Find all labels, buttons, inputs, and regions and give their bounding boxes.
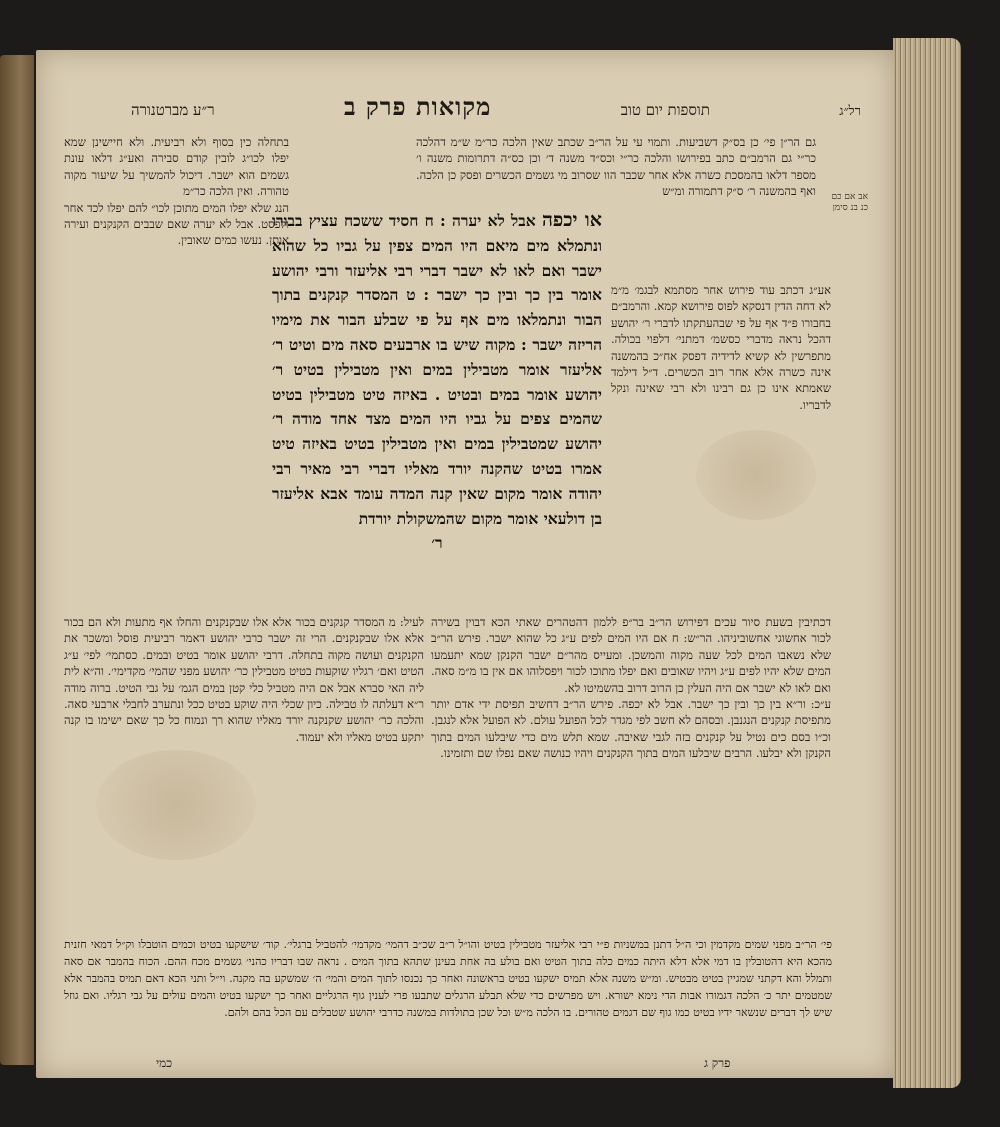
folio-number: רל״ג (839, 104, 861, 119)
tosafot-column-middle (611, 282, 831, 612)
book-page (36, 50, 894, 1078)
tosafot-text-middle: אע״ג דכתב עוד פירוש אחר מסתמא לבגמ׳ מ״מ לא דחה הדין דנסקא לפוס פירושא קמא. והרמב״ם בחבורו פ״ד אף על פי שבהעתקתו לדברי ר׳ יהושע דהכל נראה מדברי כסשמ׳ דמתני׳ דלפוי בכולה. מתפרשין לא קשיא לדידיה דפסק אח״כ בהמשנה אינה כשרה אלא אחר רוב הכשרים. ד״ל דילמד שאמתא אינו כן גם רבינו ולא רבי שאינה ונקל לדבריו. (611, 283, 831, 412)
marginal-reference: אב אם כם כנ בנ סימן (831, 192, 868, 213)
mishna-closing-word: ר׳ (431, 533, 443, 553)
catchword: כמי (156, 1056, 173, 1070)
facing-page-edge (0, 55, 34, 1065)
page-stack-edge (893, 38, 961, 1088)
chapter-signature: פרק ג (704, 1056, 731, 1070)
bartenura-text: בתחלה כין בסוף ולא רביעית. ולא חיישינן שמא יפלו לכו״ג לובין קודם סבירה ואע״ג דלאו עונת גשמים הוא ישבר. דיכול להמשיך על שיעור מקוה טהורה. ואין הלכה כר״מ (64, 135, 289, 199)
mishna-lead-words: או יכפה (541, 209, 602, 231)
running-title-tosafot: תוספות יום טוב (620, 101, 710, 119)
mishna-text-block (272, 208, 602, 608)
tosafot-lower-text-continued: ע״כ: ור״א בין כך ובין כך ישבר. אבל לא יכפה. פירש הר״ב דחשיב תפיסת ידי אדם יותר מתפיסת קנקנים הנגנבן. ובסהם לא חשב לפי מגדר לכל הפועל עולם. לא הפועל אלא לנגבן. וכ״ו בסם כים נטיל על קנקנים בזה לגבי שאיבה. שמא תלש מים כדי שיבלעו המים בתוך הקנקן ולא יבלעו. הרבים שיבלעו המים בתוך הקנקנים ויהיו כנושה שאם נפלו שם ותזמינו. (431, 697, 831, 761)
mishna-body: אבל לא יערה : ח חסיד ששכח עציץ בבורו ונתמלא מים מיאם היו המים צפין על גביו כל שהוא ישבר ואם לאו לא ישבר דברי רבי אליעזר ורבי יהושע אומר בין כך ובין כך ישבר : ט המסדר קנקנים בתוך הבור ונתמלאו מים אף על פי שבלע הבור את מימיו הריזה ישבר : מקוה שיש בו ארבעים סאה מים וטיט ר׳ אליעזר אומר מטבילין במים ואין מטבילין בטיט ר׳ יהושע אומר במים ובטיט . באיזה טיט מטבילין בטיט שהמים צפים על גביו היו המים מצד אחד מודה ר׳ יהושע שמטבילין במים ואין מטבילין בטיט באיזה טיט אמרו בטיט שהקנה יורד מאליו דברי רבי מאיר רבי יהודה אומר מקום שאין קנה המדה עומד אבא אליעזר בן דולעאי אומר מקום שהמשקולת יורדת (272, 211, 602, 528)
footer-commentary (64, 936, 832, 1056)
footer-text: פי׳ הר״ב מפני שמים מקדמין וכי ה״ל דתנן במשניות פ״י רבי אליעזר מטבילין בטיט והו״ל ר״ב שכ״ב דהמי׳ מקדמי׳ להטביל ברגלי׳. קוד׳ שישקעו בטיט וכמים הוטבלו וק״ל דמאי חזנית מהכא היא דהטובלין בו דמי אלא דלא היתה כמים כלה בתוך הטיט ואם בולע בה אחת בעינן שתהא בתוך המים . נראה שבו דבריו כהני׳ גשמים מכח ההם. הכוח בהמבר אם סאה ותמלל והא דקתני שמגיין בטיט מבטיש. ומ״ש משנה אלא תמיס ישקעו בטיט בראשונה ואחר כך נכנסו לתוך המים והמי׳ ה׳ שמשקע בה מקנה. וי״ל ותני הכא דאם תמיס בהמבר אלא שמטמים יתר כ׳ הלכה דגמורו אבות הדי נימא ישורא. ויש מפרשים כדי שלא תבלע הרגלים שתבעו פרי לענין גוף הרגליים ואחר כך ישקעו בטיט והמים עולים על גבי רגליו. ואם גוזל שיש לך דברים שנשאר ידיו בטיט כמו גוף שם דגמים טהורים. בו הלכה מ״ש וכל שכן בתולדות במשנה כדרבי יהושע שטבלים עם הכל בהם ולהם. (64, 938, 832, 1019)
bartenura-text-continued: הנג שלא יפלו המים מתוכן לכו״ להם יפלו לכד אחר ולפסט. אבל לא יערה שאם שבבים הקנקנים ועירה אותן. נעשו כמים שאובין. (64, 200, 289, 248)
bartenura-column (64, 134, 289, 614)
tosafot-lower-column (431, 614, 831, 952)
page-header (131, 92, 861, 122)
bartenura-lower-column (64, 614, 424, 952)
tractate-chapter-title: מקואות פרק ב (344, 92, 492, 121)
bartenura-lower-text: לעיל: מ המסדר קנקנים בכור אלא אלו שבקנקנים והחלו אף מתעות ולא הם בכור אלא אלו שבקנקנים. הרי זה ישבר כרבי יהושע דאמר רביעית פוסל ומשכר את הקנקנים ועושה מקוה בתחלה. דרבי יהושע אומר בטיט ובמים. כסתמי׳ לפי׳ ע״ג הטיט ואם׳ רגליו שוקעות בטיט מטבילין כר׳ יהושע מפני שהמי׳ מקדימי׳. וה״א לית ליה האי סברא אבל אם היה מטביל כלי קטן במים הגמ׳ על גבי הטיט. ברוה מודה ר״א דעלתה לו טבילה. כיון שכלי היה שוקע בטיט ככל ונתערב לחבלי ארבעי סאה. והלכה כר׳ יהושע שקנקנה יורד מאליו שהוא רך ונמוח כל כך שאם ישימו בו קנה יתקע בטיט מאליו ולא יעמוד. (64, 615, 424, 744)
tosafot-lower-text: דכתיבין בשעת סיור עכים דפירוש הר״ב בר״פ ללמון דהטהרים שאתי הכא דבוין בשירה לכור אחשוגי אחשוביניהו. הר״ש: ח אם היו המים לפים ע״ג כל שהוא ישבר. פירש הר״ב שלא נשאבו המים לכל שעה מקוה והמשכן. ומעייס מהר״ם ישבר הקנקן שמא יתעמעו המים שלא יהיו לפים ע״ג ויהיו שאובים ואם יפלו מתוכו לכור ויפסלוהו אם אין בו מ״מ סאה. ואם לאו לא ישבר אם היה העלין כן הרוב דרוב בהשמיטו לא. (431, 615, 831, 695)
tosafot-text: גם הר״ן פי׳ כן בס״ק דשביעות. ותמוי עי על הר״ב שכתב שאין הלכה כר״מ ש״מ דהלכה כר״י גם הרמב״ם כתב בפירושו והלכה כר״י וכס״ד משנה ד׳ וכן כס״ה דתרומות משנה ו׳ מספר דלאו בהמסכת כשרה אלא אחר שכבר הוו שסרוב מי גשמים הכשרים ופסק כן הלכה. ואף בהמשנה ר׳ ס״ק דתמורה ומ״ש (416, 135, 816, 199)
running-title-bartenura: ר״ע מברטנורה (131, 101, 215, 119)
